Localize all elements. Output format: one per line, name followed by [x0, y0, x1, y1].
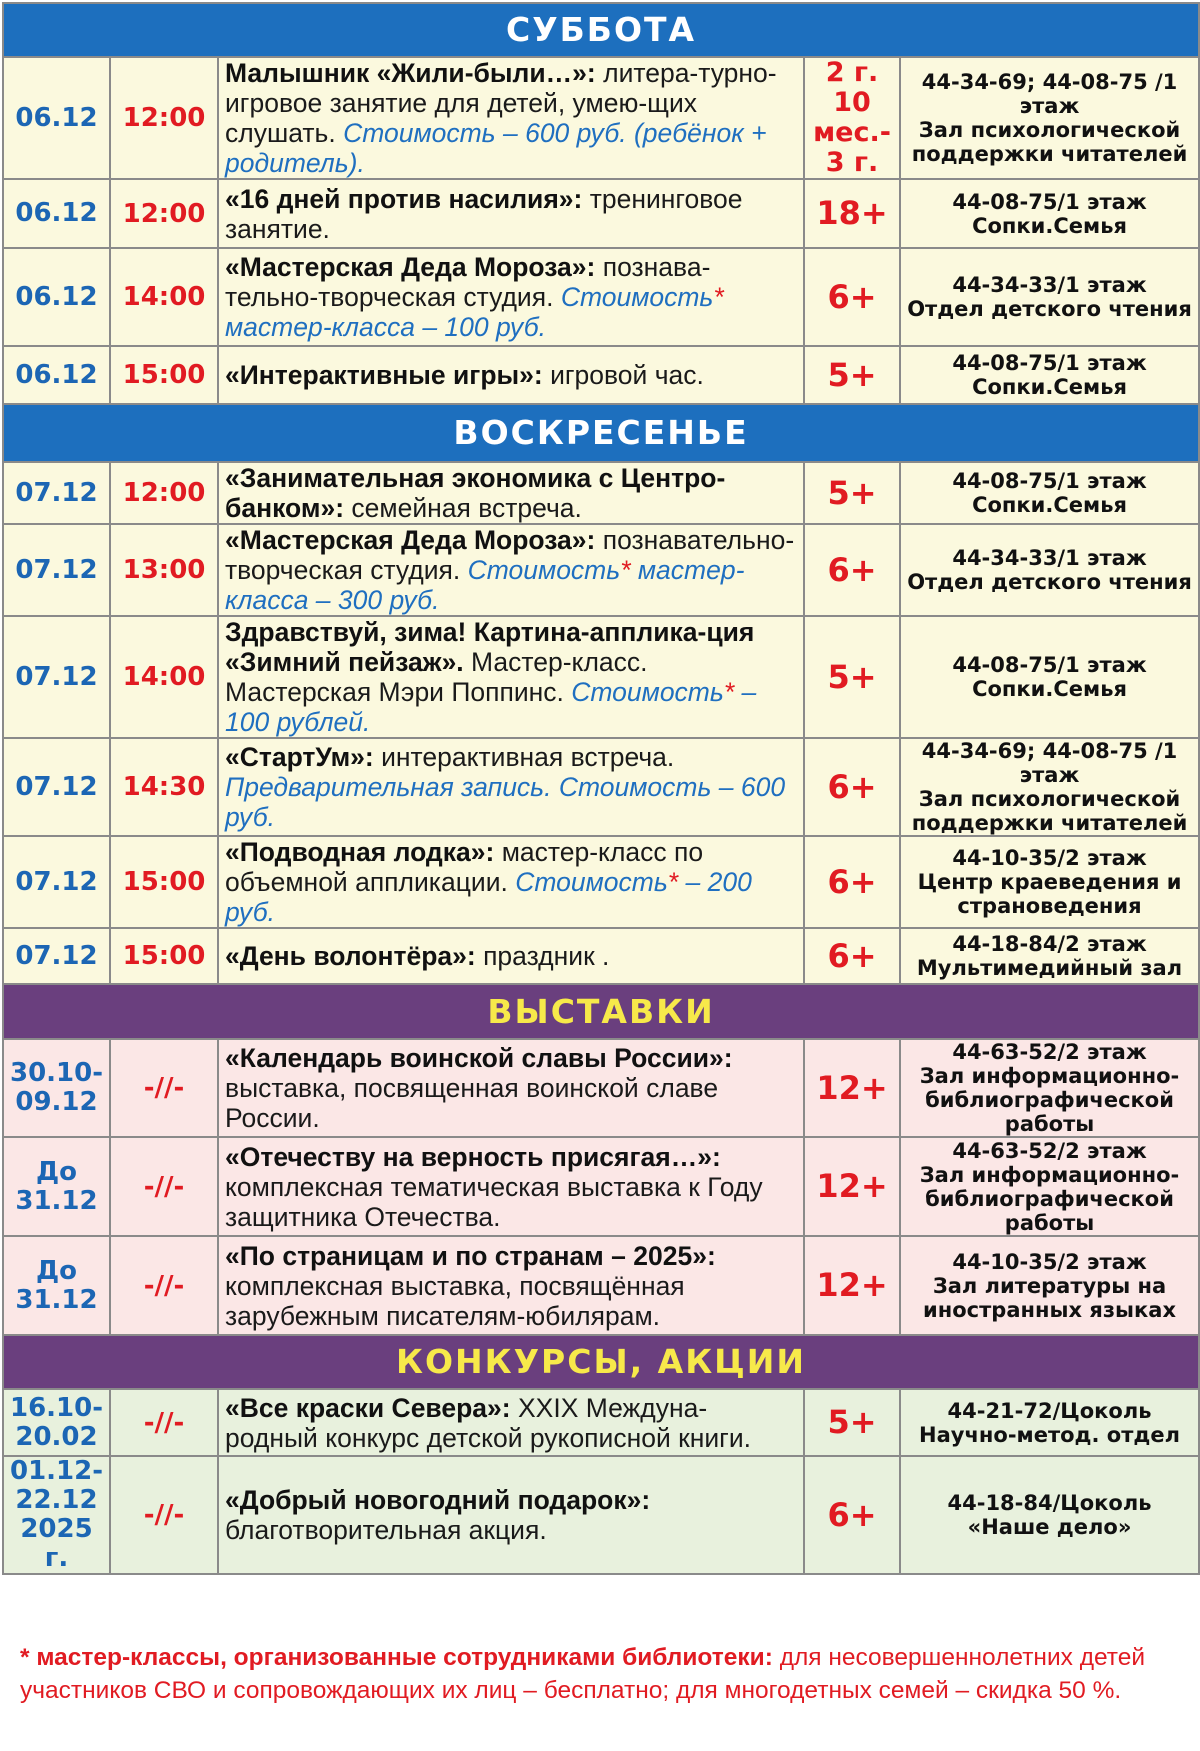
- event-description: [218, 1456, 804, 1574]
- event-title: «СтартУм»:: [225, 742, 374, 772]
- event-description: [218, 836, 804, 928]
- location-room: Зал литературы на иностранных языках: [923, 1273, 1177, 1322]
- event-description: [218, 928, 804, 984]
- table-row: [3, 346, 1199, 404]
- event-location: [900, 1039, 1199, 1137]
- table-row: [3, 928, 1199, 984]
- event-description: [218, 616, 804, 738]
- event-time: -//-: [110, 1456, 218, 1574]
- footnote-text: для несовершеннолетних детей участников СВО и сопровождающих их лиц – бесплатно; для многодетных семей – скидка 50 %.: [20, 1644, 1146, 1704]
- location-room: Зал психологической поддержки читателей: [911, 787, 1188, 835]
- schedule-table: [2, 2, 1200, 1575]
- table-row: [3, 836, 1199, 928]
- cost-label: Стоимость: [515, 867, 668, 897]
- event-description: [218, 1389, 804, 1456]
- location-phone: 44-08-75/1 этаж: [952, 351, 1147, 375]
- event-description: [218, 248, 804, 346]
- footnote-star: *: [620, 555, 631, 585]
- event-description: [218, 738, 804, 836]
- age-rating: 5+: [804, 462, 900, 524]
- event-details: познава-тельно-творческая студия.: [225, 252, 711, 312]
- event-title: Здравствуй, зима! Картина-апплика-ция «Зимний пейзаж».: [225, 617, 755, 677]
- section-title: СУББОТА: [3, 3, 1199, 57]
- footnote: [20, 1641, 1180, 1707]
- table-row: [3, 248, 1199, 346]
- event-time: 12:00: [110, 179, 218, 248]
- event-description: [218, 1137, 804, 1236]
- event-date: 07.12: [3, 524, 110, 616]
- location-phone: 44-08-75/1 этаж: [952, 189, 1147, 214]
- table-row: [3, 1137, 1199, 1236]
- event-title: «Интерактивные игры»:: [225, 360, 543, 390]
- event-location: [900, 462, 1199, 524]
- table-row: [3, 524, 1199, 616]
- event-description: [218, 1236, 804, 1335]
- age-rating: 6+: [804, 836, 900, 928]
- event-location: [900, 248, 1199, 346]
- event-title: «Подводная лодка»:: [225, 837, 495, 867]
- section-header-contests: [3, 1335, 1199, 1389]
- event-time: -//-: [110, 1236, 218, 1335]
- event-time: 15:00: [110, 346, 218, 404]
- age-rating: 5+: [804, 346, 900, 404]
- cost-value: – 200 руб.: [225, 867, 752, 927]
- location-room: Научно-метод. отдел: [919, 1422, 1180, 1447]
- event-title: «Мастерская Деда Мороза»:: [225, 252, 596, 282]
- location-room: Сопки.Семья: [972, 493, 1127, 517]
- event-details: комплексная тематическая выставка к Году защитника Отечества.: [225, 1171, 763, 1232]
- location-phone: 44-10-35/2 этаж: [952, 846, 1147, 870]
- cost-label: Стоимость: [571, 677, 724, 707]
- location-phone: 44-18-84/Цоколь: [947, 1491, 1152, 1515]
- event-details: Мастер-класс. Мастерская Мэри Поппинс.: [225, 647, 648, 707]
- location-phone: 44-34-33/1 этаж: [952, 273, 1147, 297]
- event-cost: Стоимость – 600 руб. (ребёнок + родитель).: [225, 118, 767, 178]
- table-row: [3, 1456, 1199, 1574]
- section-title: ВЫСТАВКИ: [3, 984, 1199, 1039]
- event-details: игровой час.: [550, 360, 704, 390]
- event-time: -//-: [110, 1039, 218, 1137]
- event-title: «Добрый новогодний подарок»:: [225, 1485, 651, 1515]
- event-location: [900, 928, 1199, 984]
- event-location: [900, 1456, 1199, 1574]
- age-rating: 6+: [804, 738, 900, 836]
- event-date: 07.12: [3, 462, 110, 524]
- event-title: Малышник «Жили-были…»:: [225, 58, 596, 88]
- location-phone: 44-18-84/2 этаж: [952, 932, 1147, 956]
- event-time: 14:00: [110, 248, 218, 346]
- age-rating: 2 г. 10 мес.- 3 г.: [804, 57, 900, 179]
- age-rating: 18+: [804, 179, 900, 248]
- event-time: 15:00: [110, 836, 218, 928]
- event-title: «Мастерская Деда Мороза»:: [225, 525, 596, 555]
- table-row: [3, 57, 1199, 179]
- event-date: 01.12- 22.12 2025 г.: [3, 1456, 110, 1574]
- event-date: 07.12: [3, 616, 110, 738]
- event-time: 14:00: [110, 616, 218, 738]
- event-date: 07.12: [3, 836, 110, 928]
- location-room: Центр краеведения и страноведения: [917, 870, 1182, 918]
- event-title: «Все краски Севера»:: [225, 1392, 511, 1423]
- event-time: 14:30: [110, 738, 218, 836]
- event-description: [218, 462, 804, 524]
- cost-value: мастер-класса – 100 руб.: [225, 312, 546, 342]
- event-location: [900, 1137, 1199, 1236]
- event-title: «Календарь воинской славы России»:: [225, 1043, 733, 1073]
- location-phone: 44-34-33/1 этаж: [952, 546, 1147, 570]
- event-details: комплексная выставка, посвящённая зарубежным писателям-юбилярам.: [225, 1270, 685, 1331]
- event-location: [900, 616, 1199, 738]
- footnote-star: *: [713, 282, 724, 312]
- event-title: «Занимательная экономика с Центро-банком»:: [225, 463, 726, 523]
- event-cost: Предварительная запись. Стоимость – 600 руб.: [225, 772, 786, 832]
- event-time: -//-: [110, 1389, 218, 1456]
- event-time: -//-: [110, 1137, 218, 1236]
- event-date: 07.12: [3, 738, 110, 836]
- location-phone: 44-21-72/Цоколь: [947, 1398, 1152, 1423]
- event-location: [900, 524, 1199, 616]
- event-location: [900, 1236, 1199, 1335]
- event-date: До 31.12: [3, 1137, 110, 1236]
- table-row: [3, 1236, 1199, 1335]
- event-description: [218, 179, 804, 248]
- section-header-saturday: [3, 3, 1199, 57]
- age-rating: 6+: [804, 248, 900, 346]
- age-rating: 5+: [804, 1389, 900, 1456]
- event-date: 16.10- 20.02: [3, 1389, 110, 1456]
- section-title: ВОСКРЕСЕНЬЕ: [3, 404, 1199, 462]
- age-rating: 6+: [804, 524, 900, 616]
- location-room: Мультимедийный зал: [916, 956, 1183, 980]
- location-room: Зал информационно-библиографической работы: [919, 1162, 1180, 1235]
- event-details: выставка, посвященная воинской славе России.: [225, 1073, 719, 1133]
- footnote-bold: * мастер-классы, организованные сотрудниками библиотеки:: [20, 1644, 773, 1671]
- event-location: [900, 346, 1199, 404]
- section-header-exhibitions: [3, 984, 1199, 1039]
- cost-label: Стоимость: [467, 555, 621, 585]
- event-description: [218, 524, 804, 616]
- footnote-star: *: [723, 677, 735, 707]
- table-row: [3, 462, 1199, 524]
- event-description: [218, 346, 804, 404]
- event-date: 30.10- 09.12: [3, 1039, 110, 1137]
- location-room: Сопки.Семья: [972, 677, 1127, 701]
- age-rating: 6+: [804, 1456, 900, 1574]
- table-row: [3, 1389, 1199, 1456]
- event-date: До 31.12: [3, 1236, 110, 1335]
- event-details: благотворительная акция.: [225, 1515, 547, 1545]
- table-row: [3, 616, 1199, 738]
- age-rating: 12+: [804, 1039, 900, 1137]
- location-room: Отдел детского чтения: [907, 570, 1192, 594]
- section-title: КОНКУРСЫ, АКЦИИ: [3, 1335, 1199, 1389]
- age-rating: 5+: [804, 616, 900, 738]
- event-location: [900, 738, 1199, 836]
- event-title: «День волонтёра»:: [225, 941, 476, 971]
- event-location: [900, 57, 1199, 179]
- event-description: [218, 1039, 804, 1137]
- location-room: «Наше дело»: [967, 1515, 1132, 1539]
- location-room: Сопки.Семья: [972, 375, 1127, 399]
- event-location: [900, 179, 1199, 248]
- footnote-star: *: [667, 867, 679, 897]
- location-phone: 44-08-75/1 этаж: [952, 469, 1147, 493]
- event-date: 06.12: [3, 179, 110, 248]
- event-details: интерактивная встреча.: [381, 742, 675, 772]
- event-date: 06.12: [3, 57, 110, 179]
- location-phone: 44-34-69; 44-08-75 /1 этаж: [921, 70, 1178, 118]
- location-room: Зал психологической поддержки читателей: [911, 118, 1188, 166]
- event-details: тренинговое занятие.: [225, 183, 743, 244]
- cost-value: – 100 рублей.: [225, 677, 757, 737]
- event-date: 06.12: [3, 346, 110, 404]
- table-row: [3, 179, 1199, 248]
- event-details: XXIX Междуна-родный конкурс детской рукописной книги.: [225, 1392, 751, 1453]
- section-header-sunday: [3, 404, 1199, 462]
- age-rating: 12+: [804, 1236, 900, 1335]
- cost-value: мастер-класса – 300 руб.: [225, 555, 745, 615]
- age-rating: 6+: [804, 928, 900, 984]
- event-time: 15:00: [110, 928, 218, 984]
- event-details: мастер-класс по объемной аппликации.: [225, 837, 704, 897]
- cost-label: Стоимость: [560, 282, 714, 312]
- event-location: [900, 1389, 1199, 1456]
- location-phone: 44-63-52/2 этаж: [952, 1040, 1147, 1064]
- age-rating: 12+: [804, 1137, 900, 1236]
- location-room: Сопки.Семья: [972, 213, 1127, 238]
- event-time: 12:00: [110, 462, 218, 524]
- event-date: 07.12: [3, 928, 110, 984]
- table-row: [3, 738, 1199, 836]
- event-details: познавательно-творческая студия.: [225, 525, 795, 585]
- event-details: праздник .: [483, 941, 610, 971]
- event-time: 12:00: [110, 57, 218, 179]
- location-phone: 44-63-52/2 этаж: [952, 1138, 1147, 1163]
- event-location: [900, 836, 1199, 928]
- event-description: [218, 57, 804, 179]
- event-details: литера-турно-игровое занятие для детей, умею-щих слушать.: [225, 58, 777, 148]
- location-phone: 44-08-75/1 этаж: [952, 653, 1147, 677]
- table-row: [3, 1039, 1199, 1137]
- location-phone: 44-34-69; 44-08-75 /1 этаж: [921, 739, 1178, 787]
- event-time: 13:00: [110, 524, 218, 616]
- event-details: семейная встреча.: [351, 493, 582, 523]
- event-title: «По страницам и по странам – 2025»:: [225, 1240, 716, 1271]
- location-phone: 44-10-35/2 этаж: [952, 1249, 1147, 1274]
- event-date: 06.12: [3, 248, 110, 346]
- event-title: «16 дней против насилия»:: [225, 183, 583, 214]
- event-title: «Отечеству на верность присягая…»:: [225, 1141, 721, 1172]
- location-room: Зал информационно-библиографической работы: [919, 1064, 1180, 1136]
- location-room: Отдел детского чтения: [907, 297, 1192, 321]
